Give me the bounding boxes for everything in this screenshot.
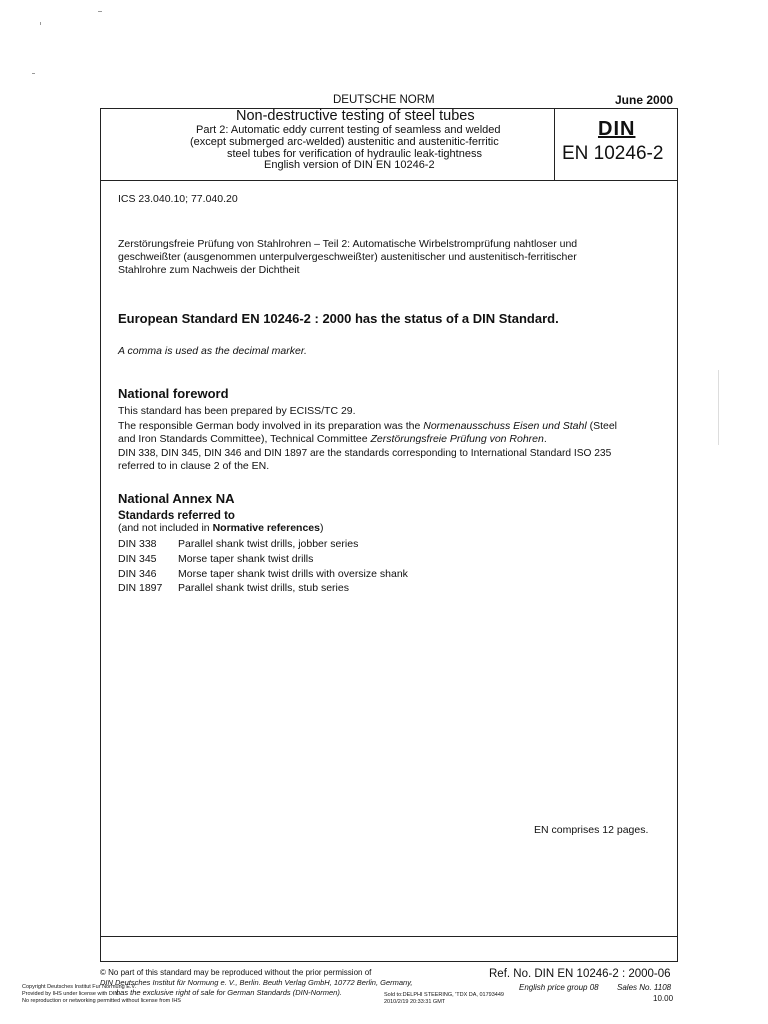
standards-referred-heading: Standards referred to [118,510,235,522]
ics-code: ICS 23.040.10; 77.040.20 [118,193,238,205]
annex-note-text: ) [319,522,324,534]
org-name: DEUTSCHE NORM [333,94,435,106]
scan-speck [98,11,102,12]
annex-note-text: (and not included in [118,522,213,534]
foreword-para-2-line-2 [118,433,547,446]
copyright-notice-line-1: © No part of this standard may be reproduced without the prior permission of [100,968,372,977]
german-title-line-1: Zerstörungsfreie Prüfung von Stahlrohren – Teil 2: Automatische Wirbelstromprüfung nahtloser und [118,238,578,250]
normative-references-label: Normative references [212,522,320,534]
subtitle-line-1: Part 2: Automatic eddy current testing of seamless and welded [196,124,501,136]
foreword-text: . [543,433,547,445]
standard-title: Morse taper shank twist drills with oversize shank [178,568,408,580]
list-item [118,568,408,580]
foreword-para-1: This standard has been prepared by ECISS/TC 29. [118,405,356,417]
standard-code: DIN 1897 [118,582,163,594]
committee-name-german: Normenausschuss Eisen und Stahl [423,420,587,432]
copyright-notice-line-2: DIN Deutsches Institut für Normung e. V., Berlin. Beuth Verlag GmbH, 10772 Berlin, Germany, [100,978,413,987]
sold-to-line-2: 2010/2/19 20:33:31 GMT [384,999,446,1005]
sales-code: 10.00 [653,994,674,1003]
standard-code: DIN 345 [118,553,157,565]
technical-committee-name: Zerstörungsfreie Prüfung von Rohren [370,433,544,445]
subtitle-line-4: English version of DIN EN 10246-2 [264,159,435,171]
sold-to-line-1: Sold to:DELPHI STEERING, 'TDX DA, 01793449 [384,992,504,998]
national-annex-heading: National Annex NA [118,491,235,506]
din-logo: DIN [598,118,636,140]
standard-title: Parallel shank twist drills, stub series [178,582,349,594]
ihs-line-1: Copyright Deutsches Institut Fur Normung E.V. [22,984,137,990]
german-title-line-2: geschweißter (ausgenommen unterpulvergeschweißter) austenitischer und austenitisch-ferritischer [118,251,577,263]
list-item [118,538,358,550]
subtitle-line-3: steel tubes for verification of hydraulic leak-tightness [227,148,482,160]
scan-speck [32,73,35,74]
standard-number: EN 10246-2 [562,143,664,164]
foreword-para-2-line-1 [118,420,617,433]
document-title: Non-destructive testing of steel tubes [236,108,475,124]
scan-speck [718,370,719,445]
price-group: English price group 08 [519,983,599,992]
standard-code: DIN 346 [118,568,157,580]
foreword-text: The responsible German body involved in its preparation was the [118,420,424,432]
copyright-notice-line-3: has the exclusive right of sale for German Standards (DIN-Normen). [116,988,342,997]
list-item [118,582,349,594]
foreword-para-3-line-2: referred to in clause 2 of the EN. [118,460,270,472]
standard-title: Morse taper shank twist drills [178,553,314,565]
reference-number: Ref. No. DIN EN 10246-2 : 2000-06 [489,968,671,980]
list-item [118,553,313,565]
ihs-line-3: No reproduction or networking permitted without license from IHS [22,998,181,1004]
annex-note [118,522,323,535]
page-count-note: EN comprises 12 pages. [534,824,649,836]
standard-code: DIN 338 [118,538,157,550]
scan-speck [40,22,41,25]
issue-date: June 2000 [615,93,674,107]
decimal-note: A comma is used as the decimal marker. [118,345,307,357]
foreword-text: (Steel [586,420,618,432]
subtitle-line-2: (except submerged arc-welded) austenitic and austenitic-ferritic [190,136,499,148]
header-divider [100,180,678,181]
standard-title: Parallel shank twist drills, jobber series [178,538,359,550]
sales-number: Sales No. 1108 [617,983,672,992]
german-title-line-3: Stahlrohre zum Nachweis der Dichtheit [118,264,300,276]
foreword-para-3-line-1: DIN 338, DIN 345, DIN 346 and DIN 1897 are the standards corresponding to International Standard ISO 235 [118,448,612,459]
foreword-text: and Iron Standards Committee), Technical Committee [118,433,371,445]
national-foreword-heading: National foreword [118,386,229,401]
header-vertical-divider [554,108,555,180]
status-statement: European Standard EN 10246-2 : 2000 has the status of a DIN Standard. [118,311,559,326]
ihs-line-2: Provided by IHS under license with DIN [22,991,119,997]
footer-divider [100,936,678,937]
